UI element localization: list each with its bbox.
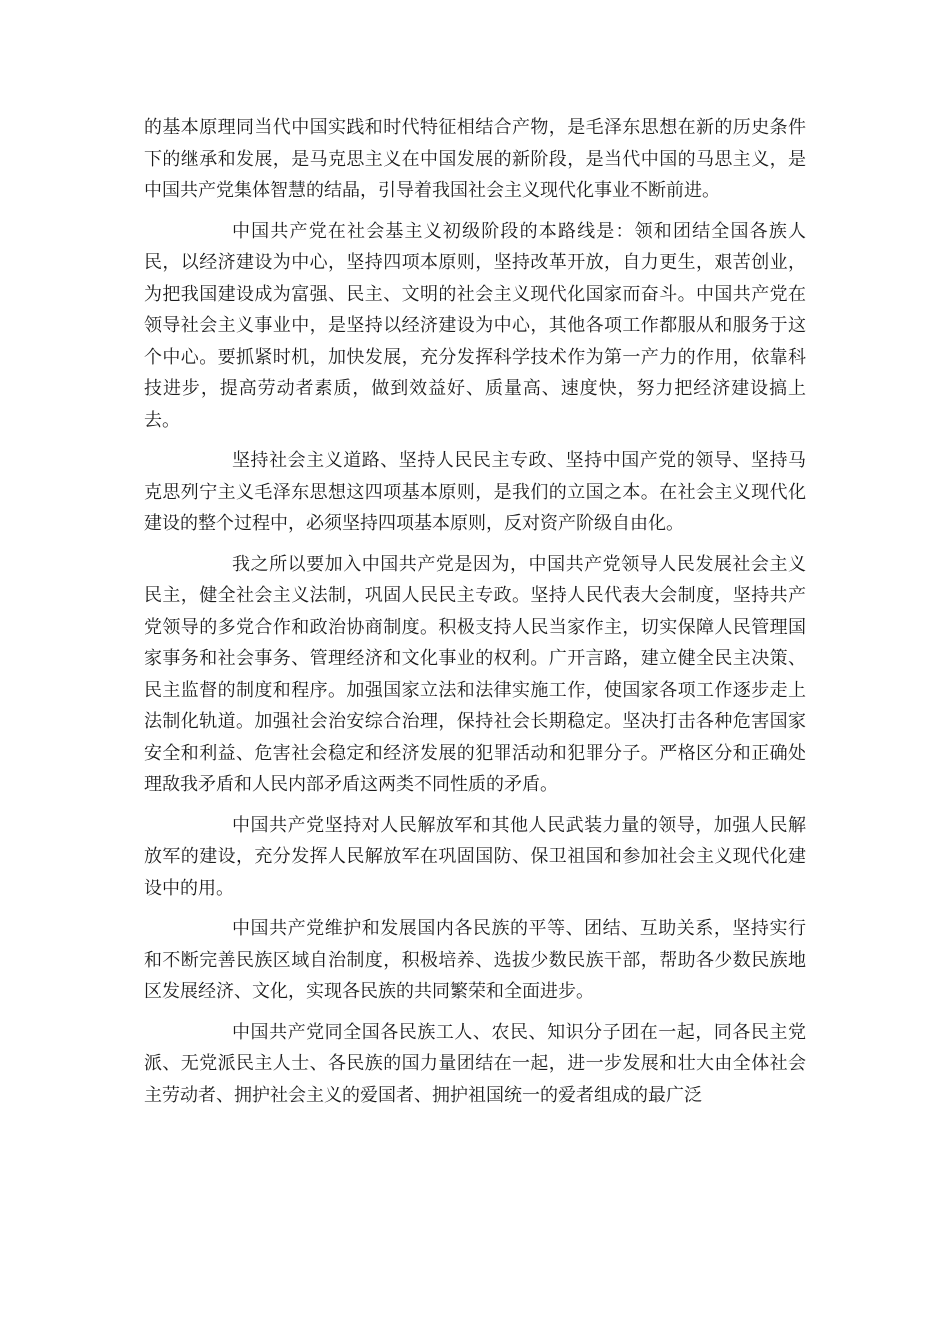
paragraph-4: 我之所以要加入中国共产党是因为，中国共产党领导人民发展社会主义民主，健全社会主义法制，巩固人民民主专政。坚持人民代表大会制度，坚持共产党领导的多党合作和政治协商制度。积极支持人民当家作主，切实保障人民管理国家事务和社会事务、管理经济和文化事业的权利。广开言路，建立健全民主决策、民主监督的制度和程序。加强国家立法和法律实施工作，使国家各项工作逐步走上法制化轨道。加强社会治安综合治理，保持社会长期稳定。坚决打击各种危害国家安全和利益、危害社会稳定和经济发展的犯罪活动和犯罪分子。严格区分和正确处理敌我矛盾和人民内部矛盾这两类不同性质的矛盾。	[144, 553, 806, 795]
paragraph-3: 坚持社会主义道路、坚持人民民主专政、坚持中国产党的领导、坚持马克思列宁主义毛泽东思想这四项基本原则，是我们的立国之本。在社会主义现代化建设的整个过程中，必须坚持四项基本原则，反对资产阶级自由化。	[144, 450, 806, 534]
paragraph-6: 中国共产党维护和发展国内各民族的平等、团结、互助关系，坚持实行和不断完善民族区域自治制度，积极培养、选拔少数民族干部，帮助各少数民族地区发展经济、文化，实现各民族的共同繁荣和全面进步。	[144, 918, 806, 1002]
document-page	[144, 112, 806, 1120]
paragraph-5: 中国共产党坚持对人民解放军和其他人民武装力量的领导，加强人民解放军的建设，充分发挥人民解放军在巩固国防、保卫祖国和参加社会主义现代化建设中的用。	[144, 814, 806, 899]
paragraph-7: 中国共产党同全国各民族工人、农民、知识分子团在一起，同各民主党派、无党派民主人士、各民族的国力量团结在一起，进一步发展和壮大由全体社会主劳动者、拥护社会主义的爱国者、拥护祖国统一的爱者组成的最广泛	[144, 1021, 806, 1106]
paragraph-1: 的基本原理同当代中国实践和时代特征相结合产物，是毛泽东思想在新的历史条件下的继承和发展，是马克思主义在中国发展的新阶段，是当代中国的马思主义，是中国共产党集体智慧的结晶，引导着我国社会主义现代化事业不断前进。	[144, 117, 806, 201]
paragraph-2: 中国共产党在社会基主义初级阶段的本路线是：领和团结全国各族人民，以经济建设为中心，坚持四项本原则，坚持改革开放，自力更生，艰苦创业，为把我国建设成为富强、民主、文明的社会主义现代化国家而奋斗。中国共产党在领导社会主义事业中，是坚持以经济建设为中心，其他各项工作都服从和服务于这个中心。要抓紧时机，加快发展，充分发挥科学技术作为第一产力的作用，依靠科技进步，提高劳动者素质，做到效益好、质量高、速度快，努力把经济建设搞上去。	[144, 220, 806, 431]
